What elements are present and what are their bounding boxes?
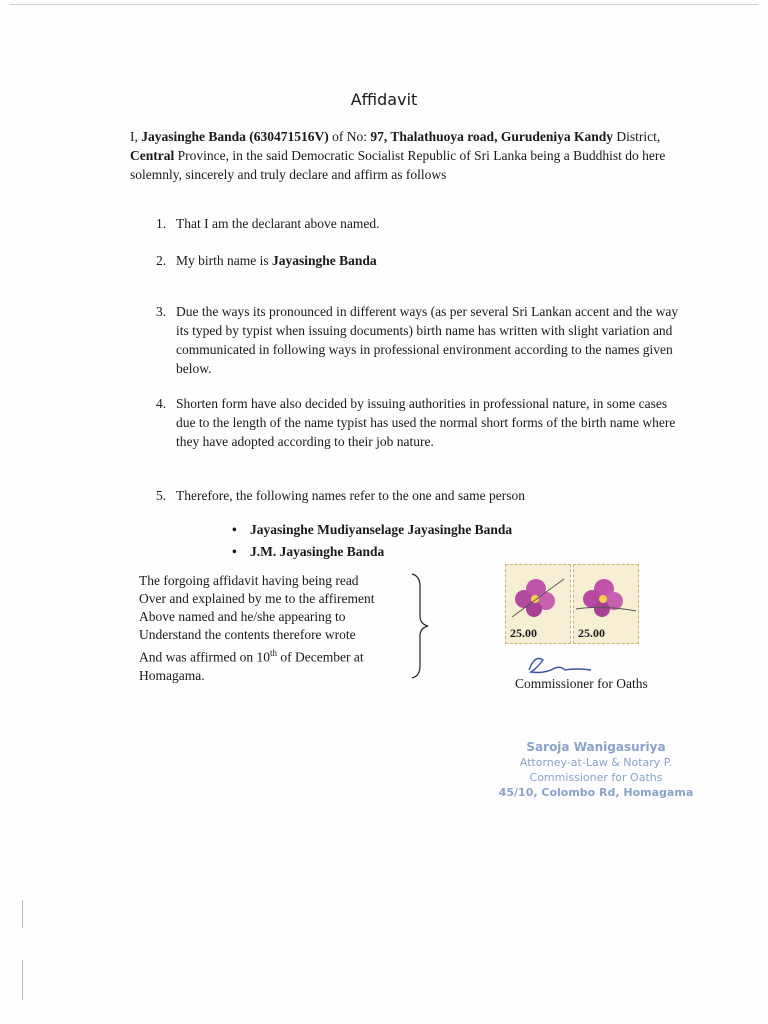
item-text: Due the ways its pronounced in different ways (as per several Sri Lankan accent and the way its typed by typist when issuing documents) birth name has written with slight variation and communicated in following ways in professional environment according to the names given below. (176, 304, 679, 376)
signature-icon (525, 652, 595, 678)
item-number: 2. (156, 253, 167, 268)
bullet-icon: • (232, 544, 237, 559)
item-text (176, 251, 686, 270)
item-number: 5. (156, 488, 167, 503)
seal-role: Commissioner for Oaths (529, 771, 663, 784)
document-title: Affidavit (350, 90, 418, 109)
intro-text: District, (612, 129, 661, 144)
item-text: Therefore, the following names refer to the one and same person (176, 488, 525, 503)
seal-name: Saroja Wanigasuriya (526, 740, 666, 754)
affirmation-line: Over and explained by me to the affirement (139, 591, 375, 606)
alias-name-item (232, 519, 512, 541)
postage-stamp (573, 564, 639, 644)
item-text: Shorten form have also decided by issuing authorities in professional nature, in some cases due to the length of the name typist has used the normal short forms of the birth name where they have adopted according to their job nature. (176, 396, 676, 449)
alias-name: Jayasinghe Mudiyanselage Jayasinghe Banda (250, 522, 513, 537)
declarant-address: 97, Thalathuoya road, Gurudeniya Kandy (370, 129, 613, 144)
postage-stamp (505, 564, 571, 644)
affirmation-line: The forgoing affidavit having being read (139, 573, 359, 588)
item-text-plain: My birth name is (176, 253, 272, 268)
item-number: 4. (156, 396, 167, 411)
list-item-4 (156, 394, 686, 451)
list-item-2 (156, 251, 686, 270)
list-item-5 (156, 486, 686, 505)
seal-title: Attorney-at-Law & Notary P. (519, 756, 673, 769)
alias-name-list (232, 519, 512, 563)
affirmation-line: Homagama. (139, 667, 205, 683)
seal-address: 45/10, Colombo Rd, Homagama (498, 786, 694, 799)
scan-margin-mark (22, 900, 23, 928)
intro-paragraph (130, 127, 686, 184)
list-item-3 (156, 302, 686, 378)
alias-name-item (232, 541, 512, 563)
item-text: That I am the declarant above named. (176, 216, 380, 231)
affirmation-date-text: of December at (277, 649, 364, 665)
page-top-edge (10, 4, 758, 5)
affirmation-block (139, 572, 419, 685)
alias-name: J.M. Jayasinghe Banda (250, 544, 385, 559)
declarant-name-id: Jayasinghe Banda (630471516V) (141, 129, 329, 144)
commissioner-seal (496, 740, 696, 800)
list-item-1 (156, 214, 686, 233)
bullet-icon: • (232, 522, 237, 537)
declarant-province: Central (130, 148, 175, 163)
intro-text: of No: (328, 129, 371, 144)
affirmation-line: Understand the contents therefore wrote (139, 627, 356, 642)
flower-stamp-icon (506, 565, 570, 625)
affirmation-date-text: And was affirmed on 10 (139, 649, 270, 665)
birth-name: Jayasinghe Banda (272, 253, 377, 268)
date-ordinal: th (269, 648, 277, 658)
flower-stamp-icon (574, 565, 638, 625)
intro-text: I, (130, 129, 142, 144)
stamp-value: 25.00 (578, 626, 605, 640)
item-number: 1. (156, 216, 167, 231)
affirmation-line: Above named and he/she appearing to (139, 609, 346, 624)
intro-text: Province, in the said Democratic Socialist Republic of Sri Lanka being a Buddhist do here solemnly, sincerely and truly declare and affirm as follows (130, 148, 666, 182)
affirmation-line (139, 644, 419, 667)
commissioner-label: Commissioner for Oaths (515, 676, 648, 691)
item-number: 3. (156, 304, 167, 319)
scan-margin-mark (22, 960, 23, 1000)
right-brace-icon (410, 572, 432, 680)
stamp-value: 25.00 (510, 626, 537, 640)
